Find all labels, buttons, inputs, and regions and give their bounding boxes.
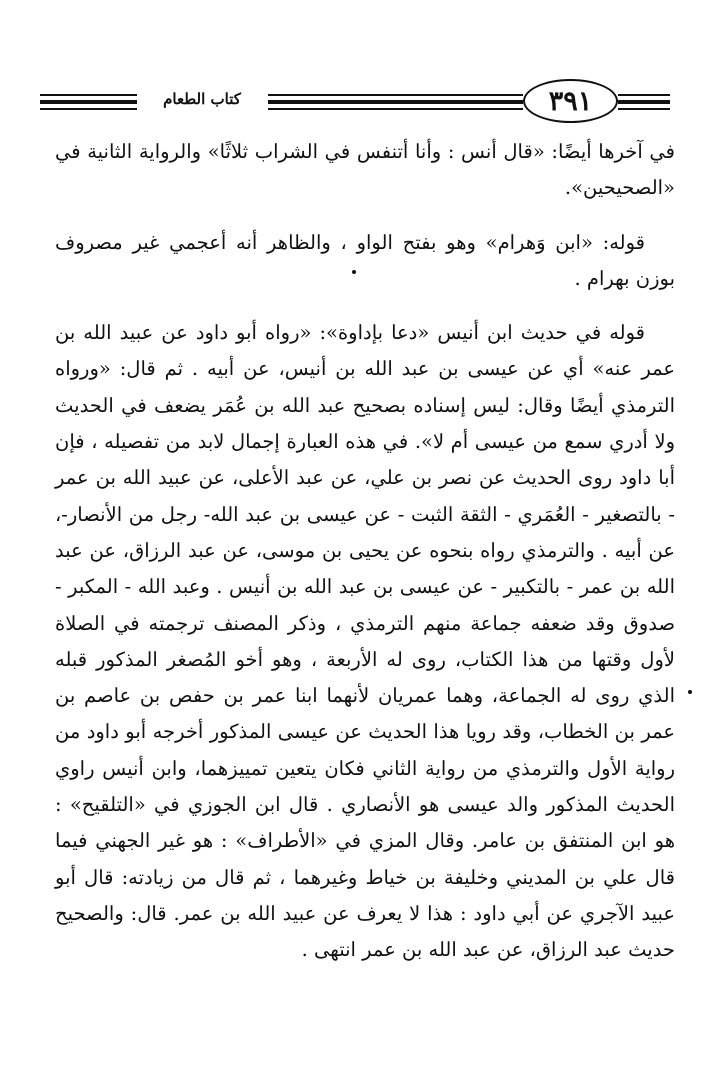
running-title: كتاب الطعام xyxy=(140,90,264,108)
header-rule-middle-3 xyxy=(268,108,523,110)
page-number: ٣٩١ xyxy=(548,85,593,117)
paragraph-1: في آخرها أيضًا: «قال أنس : وأنا أتنفس في الشراب ثلاثًا» والرواية الثانية في «الصحيحين». xyxy=(55,140,675,200)
paragraph-2: قوله: «ابن وَهرام» وهو بفتح الواو ، والظاهر أنه أعجمي غير مصروف بوزن بهرام . xyxy=(55,230,675,290)
header-rule-right-1 xyxy=(618,94,670,96)
paragraph-3: قوله في حديث ابن أنيس «دعا بإداوة»: «رواه أبو داود عن عبيد الله بن عمر عنه» أي عن عيسى بن عبد الله بن أنيس، عن أبيه . ثم قال: «ورواه الترمذي أيضًا وقال: ليس إسناده بصحيح عبد الله بن عُمَر يضعف في الحديث ولا أدري سمع من عيسى أم لا». في هذه العبارة إجمال لابد من تفصيله ، فإن أبا داود روى الحديث عن نصر بن علي، عن عبد الأعلى، عن عبيد الله بن عمر - بالتصغير - العُمَري - الثقة الثبت - عن عيسى بن عبد الله- رجل من الأنصار-، عن أبيه . والترمذي رواه بنحوه عن يحيى بن موسى، عن عبد الرزاق، عن عبد الله بن عمر - بالتكبير - عن عيسى بن عبد الله بن أنيس . وعبد الله - المكبر - صدوق وقد ضعفه جماعة منهم الترمذي ، وذكر المصنف ترجمته في الصلاة لأول وقتها من هذا الكتاب، روى له الأربعة ، وهو أخو المُصغر المذكور قبله الذي روى له الجماعة، وهما عمريان لأنهما ابنا عمر بن حفص بن عاصم بن عمر بن الخطاب، وقد رويا هذا الحديث عن عيسى المذكور أخرجه أبو داود من رواية الأول والترمذي من رواية الثاني فكان يتعين تمييزهما، وابن أنيس راوي الحديث المذكور والد عيسى هو الأنصاري . قال ابن الجوزي في «التلقيح» : هو ابن المنتفق بن عامر. وقال المزي في «الأطراف» : هو غير الجهني فيما قال علي بن المديني وخليفة بن خياط وغيرهما ، ثم قال من زيادته: قال أبو عبيد الآجري عن أبي داود : هذا لا يعرف عن عبيد الله بن عمر. قال: والصحيح حديث عبد الرزاق، عن عبد الله بن عمر انتهى . xyxy=(55,321,675,962)
page-header xyxy=(0,0,703,130)
stray-mark xyxy=(688,690,692,694)
header-rule-left-2 xyxy=(40,100,137,104)
header-rule-middle-2 xyxy=(268,100,523,104)
header-rule-left-1 xyxy=(40,94,137,96)
page-body xyxy=(55,134,675,987)
header-rule-right-2 xyxy=(618,100,670,104)
header-rule-right-3 xyxy=(618,108,670,110)
header-rule-left-3 xyxy=(40,108,137,110)
stray-mark xyxy=(352,270,356,274)
page-number-oval xyxy=(523,79,618,123)
header-rule-middle-1 xyxy=(268,94,523,96)
